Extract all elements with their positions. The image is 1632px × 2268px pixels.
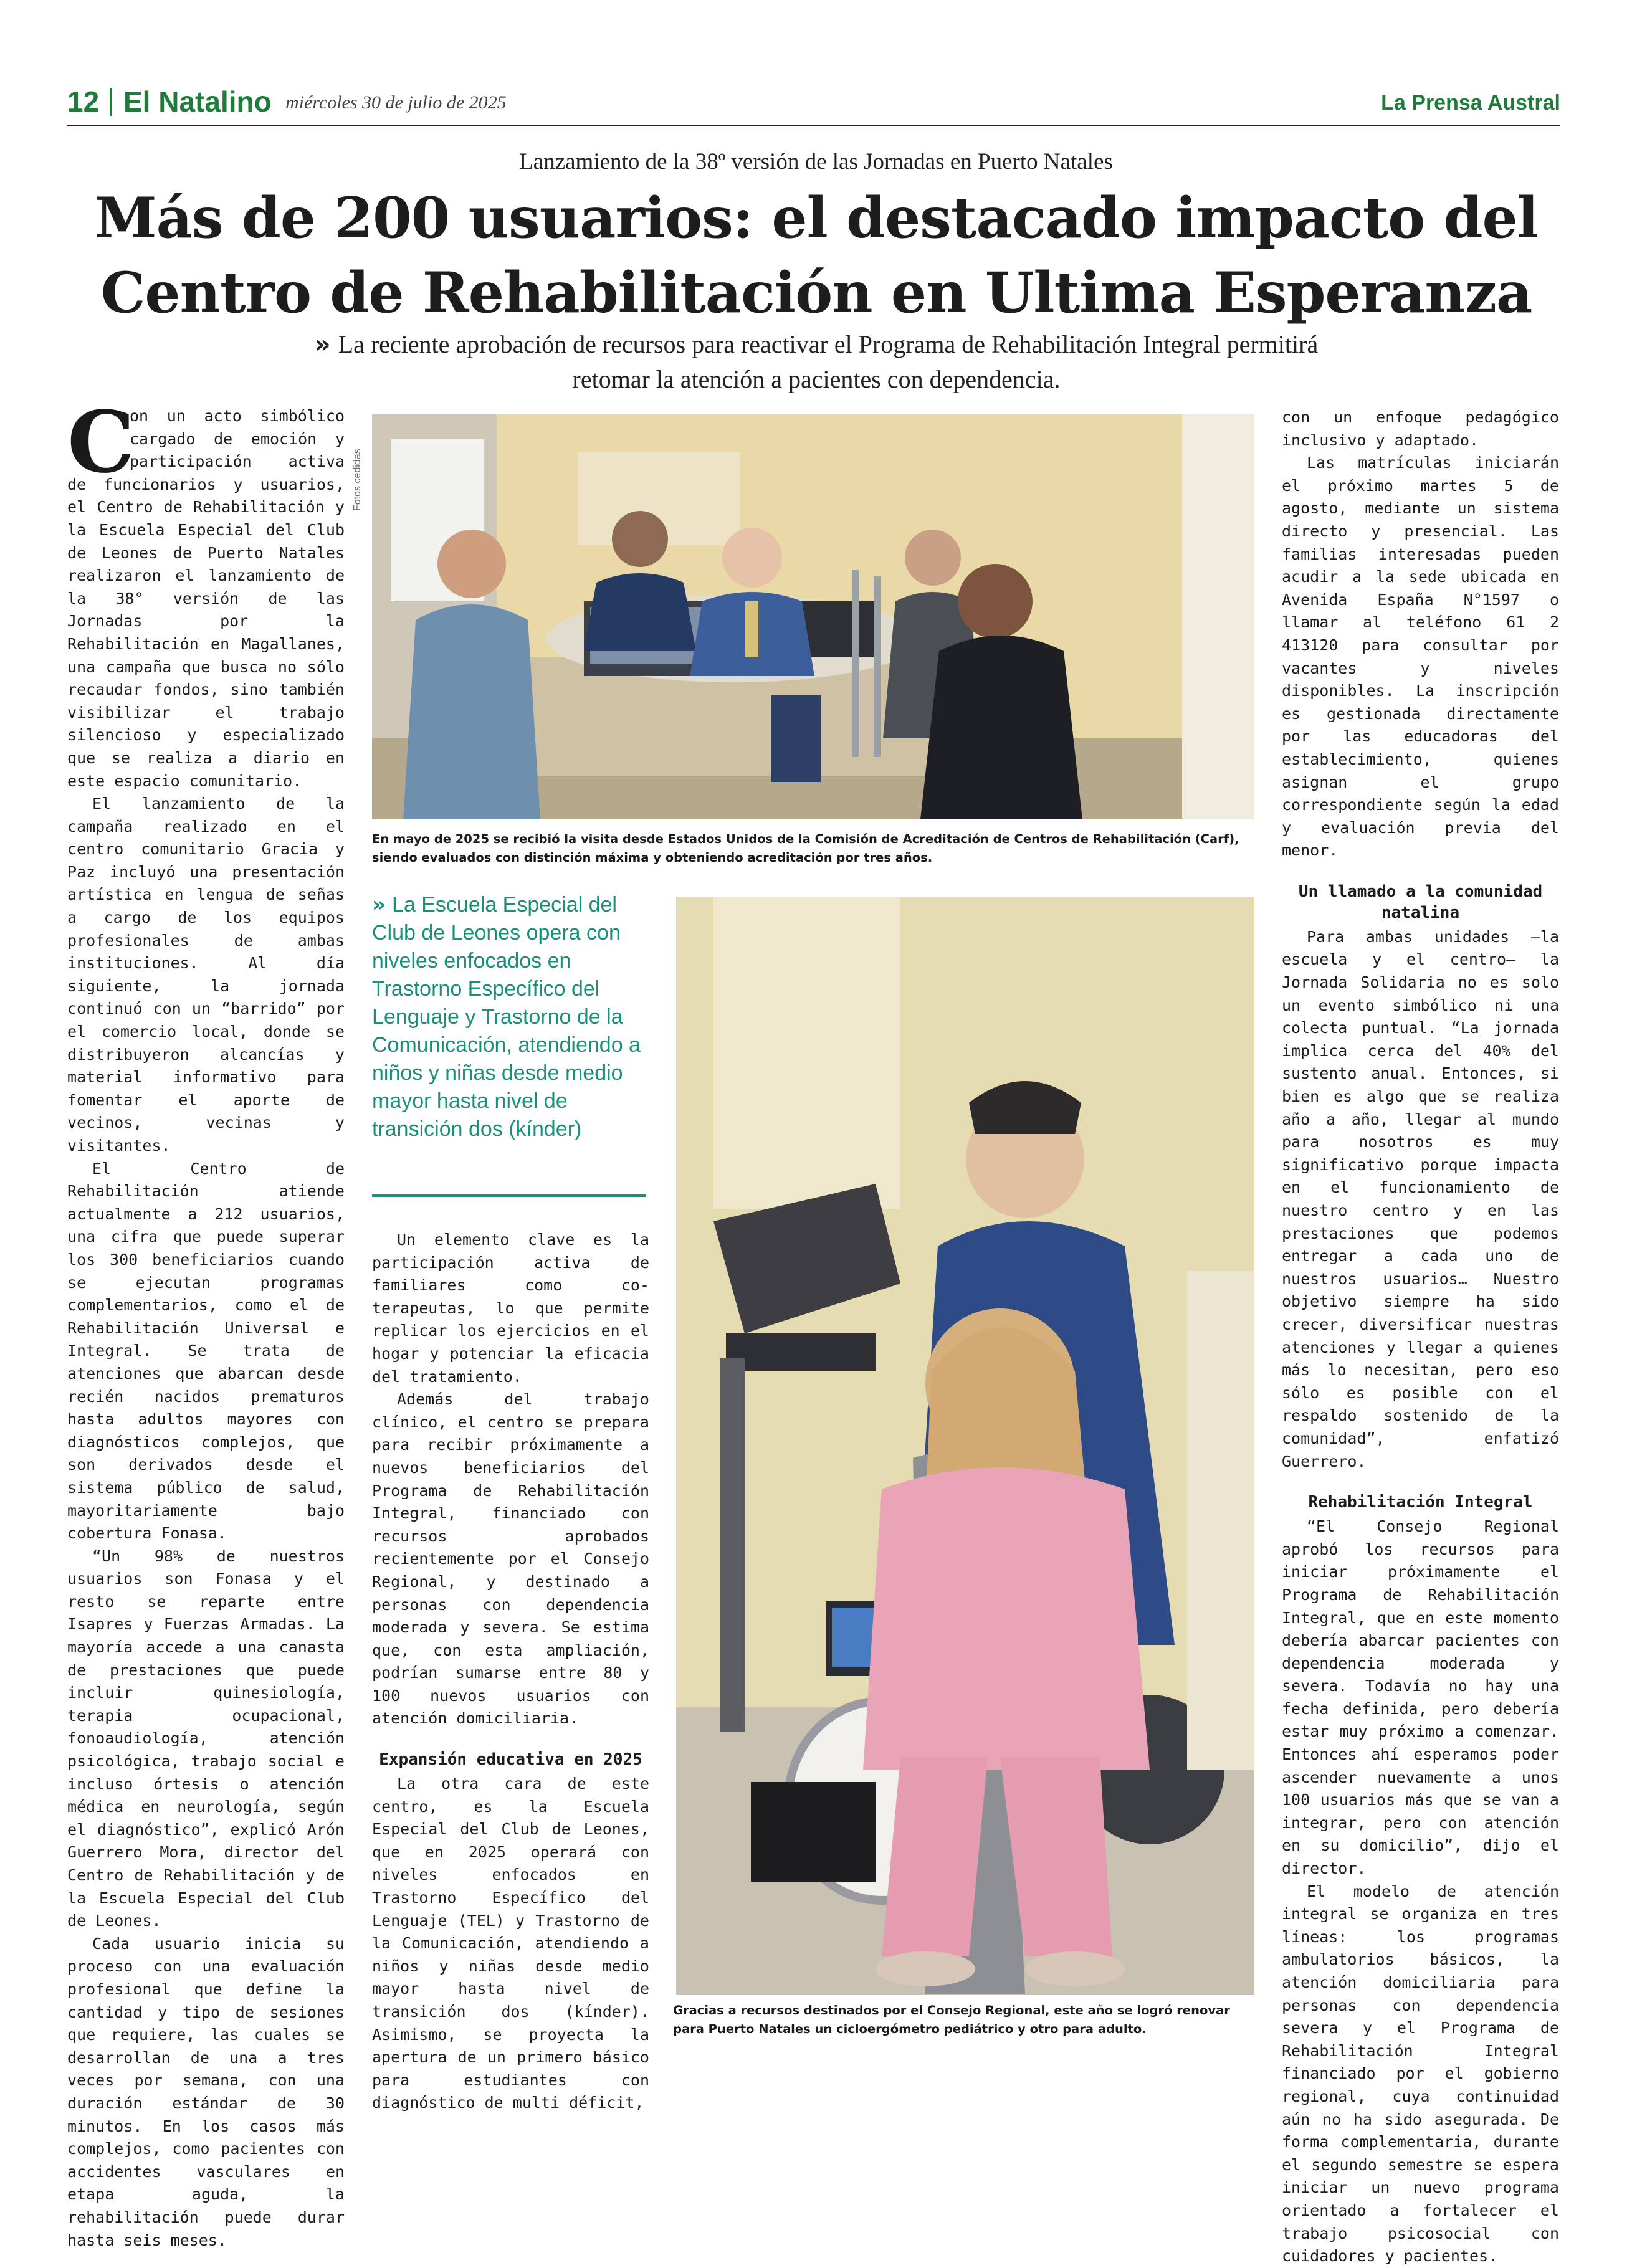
paragraph: con un enfoque pedagógico inclusivo y adaptado. (1282, 408, 1559, 449)
deck-arrow-icon: » (314, 330, 331, 359)
paragraph: Un elemento clave es la participación activa de familiares como co-terapeutas, lo que permite replicar los ejercicios en el hogar y potenciar la eficacia del tratamiento. (372, 1231, 649, 1386)
article-deck (312, 327, 1321, 397)
drop-cap: C (67, 393, 135, 492)
column-1 (67, 393, 345, 2252)
subheading: Rehabilitación Integral (1308, 1493, 1533, 1512)
column-4 (1282, 406, 1559, 2268)
paragraph: “El Consejo Regional aprobó los recursos para iniciar próximamente el Programa de Rehabilitación Integral, que en este momento debería abarcar pacientes con dependencia moderada y severa. Todavía no hay una fecha definida, pero debería estar muy próximo a comenzar. Entonces ahí esperamos poder ascender nuevamente a unos 100 usuarios más que se van a integrar, pero con atención en su domicilio”, dijo el director. (1282, 1517, 1559, 1878)
meeting-photo-illustration (372, 414, 1254, 819)
paragraph: El Centro de Rehabilitación atiende actualmente a 212 usuarios, una cifra que puede superar los 300 beneficiarios cuando se ejecutan programas complementarios, como el de Rehabilitación Universal e Integral. Se trata de atenciones que abarcan desde recién nacidos prematuros hasta adultos mayores con diagnósticos complejos, que son derivados desde el sistema público de salud, mayoritariamente bajo cobertura Fonasa. (67, 1159, 345, 1543)
page-number: 12 (67, 85, 100, 118)
masthead (67, 85, 1560, 122)
paragraph-text: on un acto simbólico cargado de emoción y participación activa de funcionarios y usuarios, el Centro de Rehabilitación y la Escuela Especial del Club de Leones de Puerto Natales realizaron el lanzamiento de la 38° versión de las Jornadas por la Rehabilitación en Magallanes, una campaña que busca no sólo recaudar fondos, sino también visibilizar el trabajo silencioso y especializado que se realiza a diario en este espacio comunitario. (67, 407, 345, 790)
headline-line-2: Centro de Rehabilitación en Ultima Esperanza (100, 260, 1532, 326)
headline-line-1: Más de 200 usuarios: el destacado impacto del (94, 185, 1539, 251)
paragraph: El modelo de atención integral se organiza en tres líneas: los programas ambulatorios básicos, la atención domiciliaria para personas con dependencia severa y el Programa de Rehabilitación Integral financiado por el gobierno regional, cuya continuidad aún no ha sido asegurada. De forma complementaria, durante el segundo semestre se espera iniciar un nuevo programa orientado a fortalecer el trabajo psicosocial con cuidadores y pacientes. (1282, 1882, 1559, 2266)
column-2 (372, 1229, 649, 2115)
photo-cycle-ergometer (676, 897, 1254, 1995)
rehab-photo-illustration (676, 897, 1254, 1995)
paragraph: Las matrículas iniciarán el próximo martes 5 de agosto, mediante un sistema directo y presencial. Las familias interesadas pueden acudir a la sede ubicada en Avenida España N°1597 o llamar al teléfono 61 2 413120 para consultar por vacantes y niveles disponibles. La inscripción es gestionada directamente por las educadoras del establecimiento, quienes asignan el grupo correspondiente según la edad y evaluación previa del menor. (1282, 454, 1559, 860)
article-kicker: Lanzamiento de la 38º versión de las Jornadas en Puerto Natales (519, 149, 1113, 174)
paragraph: Cada usuario inicia su proceso con una evaluación profesional que define la cantidad y tipo de sesiones que requiere, las cuales se desarrollan de una a tres veces por semana, con una duración estándar de 30 minutos. En los casos más complejos, como pacientes con accidentes vasculares en etapa aguda, la rehabilitación puede durar hasta seis meses. (67, 1934, 345, 2249)
paragraph: El lanzamiento de la campaña realizado en el centro comunitario Gracia y Paz incluyó una presentación artística en lengua de señas a cargo de los equipos profesionales de ambas instituciones. Al día siguiente, la jornada continuó con un “barrido” por el comercio local, donde se distribuyeron alcancías y material informativo para fomentar el aporte de vecinos, vecinas y visitantes. (67, 794, 345, 1155)
paragraph: Para ambas unidades —la escuela y el centro— la Jornada Solidaria no es solo un evento simbólico ni una colecta puntual. “La jornada implica cerca del 40% del sustento anual. Entonces, si bien es algo que se realiza año a año, llegar al mundo para nosotros es muy significativo porque impacta en el funcionamiento de nuestro centro y en las prestaciones que podemos entregar a cada uno de nuestros usuarios… Nuestro objetivo siempre ha sido crecer, diversificar nuestras atenciones y llegar a quienes más lo necesitan, pero eso sólo es posible con el respaldo sostenido de la comunidad”, enfatizó Guerrero. (1282, 927, 1559, 1470)
pull-quote (372, 891, 646, 1143)
publication-name: La Prensa Austral (1381, 91, 1560, 115)
masthead-divider (110, 88, 112, 116)
paragraph: La otra cara de este centro, es la Escuela Especial del Club de Leones, que en 2025 operará con niveles enfocados en Trastorno Específico del Lenguaje (TEL) y Trastorno de la Comunicación, atendiendo a niños y niñas desde medio mayor hasta nivel de transición dos (kínder). Asimismo, se proyecta la apertura de un primero básico para estudiantes con diagnóstico de multi déficit, (372, 1775, 649, 2112)
caption-meeting-photo: En mayo de 2025 se recibió la visita desde Estados Unidos de la Comisión de Acreditación de Centros de Rehabilitación (Carf), siendo evaluados con distinción máxima y obteniendo acreditación por tres años. (372, 832, 1239, 865)
paragraph: “Un 98% de nuestros usuarios son Fonasa y el resto se reparte entre Isapres y Fuerzas Armadas. La mayoría accede a una canasta de prestaciones que puede incluir quinesiología, terapia ocupacional, fonoaudiología, atención psicológica, trabajo social e incluso órtesis o atención médica en neurología, según el diagnóstico”, explicó Arón Guerrero Mora, director del Centro de Rehabilitación y de la Escuela Especial del Club de Leones. (67, 1546, 345, 1930)
photo-meeting (372, 414, 1254, 819)
article-headline (37, 181, 1595, 330)
deck-text: La reciente aprobación de recursos para reactivar el Programa de Rehabilitación Integral permitirá retomar la atención a pacientes con dependencia. (338, 330, 1319, 393)
caption-ergometer-photo: Gracias a recursos destinados por el Consejo Regional, este año se logró renovar para Puerto Natales un cicloergómetro pediátrico y otro para adulto. (673, 2003, 1230, 2036)
pull-quote-arrow-icon: » (372, 892, 386, 917)
paragraph: Además del trabajo clínico, el centro se prepara para recibir próximamente a nuevos beneficiarios del Programa de Rehabilitación Integral, financiado con recursos aprobados recientemente por el Consejo Regional, y destinado a personas con dependencia moderada y severa. Se estima que, con esta ampliación, podrían sumarse entre 80 y 100 nuevos usuarios con atención domiciliaria. (372, 1390, 649, 1728)
pull-quote-text: La Escuela Especial del Club de Leones opera con niveles enfocados en Trastorno Específico del Lenguaje y Trastorno de la Comunicación, atendiendo a niños y niñas desde medio mayor hasta nivel de transición dos (kínder) (372, 893, 641, 1141)
masthead-rule (67, 125, 1560, 126)
issue-date: miércoles 30 de julio de 2025 (285, 92, 507, 113)
subheading: Un llamado a la comunidad natalina (1298, 882, 1543, 922)
subheading: Expansión educativa en 2025 (379, 1750, 642, 1770)
section-name: El Natalino (123, 85, 272, 118)
pull-quote-rule (372, 1194, 646, 1197)
photo-credit: Fotos cedidas (352, 449, 363, 511)
